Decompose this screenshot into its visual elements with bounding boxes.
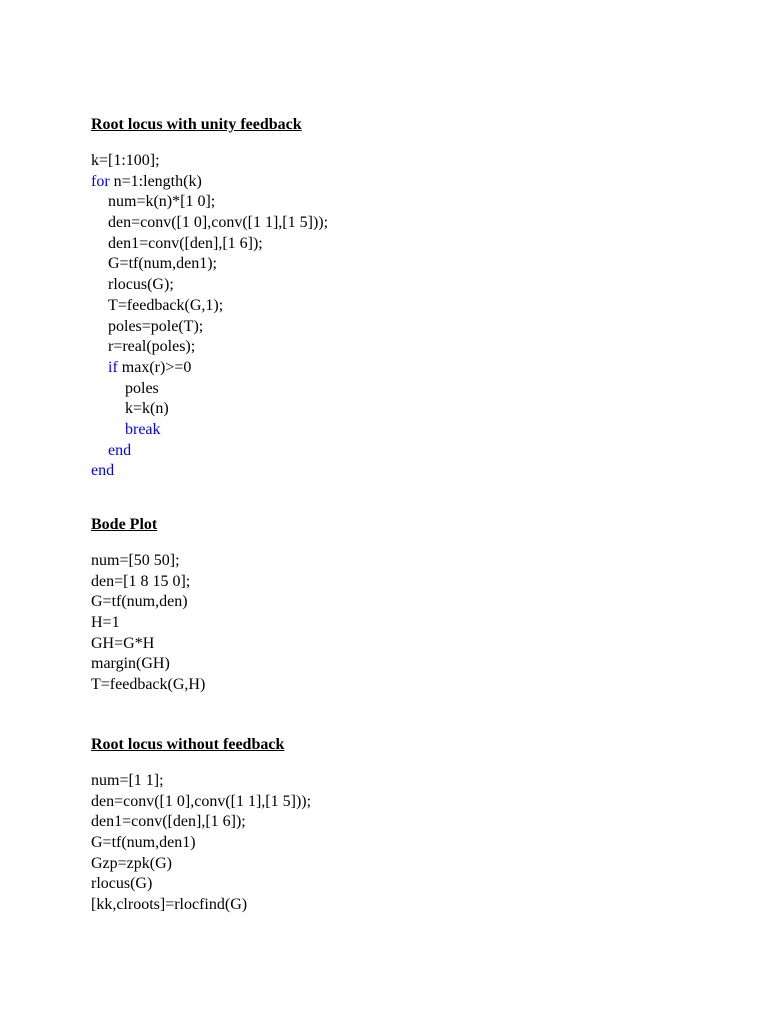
code-line: margin(GH) (91, 655, 170, 673)
code-line: Gzp=zpk(G) (91, 854, 172, 872)
code-block (91, 771, 311, 916)
code-line: poles (125, 379, 159, 397)
code-line: den=conv([1 0],conv([1 1],[1 5])); (91, 792, 312, 810)
keyword-end: end (108, 441, 132, 459)
section-heading: Root locus without feedback (91, 736, 285, 753)
code-line: den=[1 8 15 0]; (91, 572, 191, 590)
code-line: poles=pole(T); (108, 317, 204, 335)
code-line: k=[1:100]; (91, 152, 160, 169)
code-line: G=tf(num,den1); (108, 255, 217, 273)
code-text: n=1:length(k) (113, 172, 202, 190)
code-line: T=feedback(G,H) (91, 676, 206, 694)
code-line: num=[50 50]; (91, 552, 180, 569)
code-line: den1=conv([den],[1 6]); (108, 234, 263, 252)
code-line: GH=G*H (91, 634, 155, 652)
code-line: num=k(n)*[1 0]; (108, 193, 216, 211)
keyword-break: break (125, 420, 161, 438)
code-line (91, 420, 328, 441)
keyword-for: for (91, 172, 110, 190)
code-line (91, 172, 328, 193)
code-line: k=k(n) (125, 400, 169, 418)
code-line: [kk,clroots]=rlocfind(G) (91, 896, 248, 914)
code-line: rlocus(G) (91, 875, 153, 893)
keyword-end: end (91, 462, 115, 480)
section-heading: Bode Plot (91, 516, 158, 533)
section-root-locus-without-feedback (91, 735, 311, 916)
code-line: G=tf(num,den1) (91, 834, 196, 852)
code-line (91, 441, 328, 462)
code-line: T=feedback(G,1); (108, 296, 224, 314)
code-line (91, 358, 328, 379)
section-root-locus-unity-feedback (91, 115, 328, 482)
code-line: den=conv([1 0],conv([1 1],[1 5])); (108, 214, 329, 232)
code-line: H=1 (91, 614, 120, 632)
section-bode-plot (91, 515, 205, 696)
code-block (91, 151, 328, 482)
code-line: rlocus(G); (108, 276, 174, 294)
code-text: max(r)>=0 (121, 358, 192, 376)
code-block (91, 551, 205, 696)
code-line: G=tf(num,den) (91, 593, 188, 611)
section-heading: Root locus with unity feedback (91, 116, 302, 133)
code-line (91, 461, 328, 482)
code-line: den1=conv([den],[1 6]); (91, 813, 246, 831)
code-line: r=real(poles); (108, 338, 196, 356)
keyword-if: if (108, 358, 118, 376)
code-line: num=[1 1]; (91, 772, 164, 789)
